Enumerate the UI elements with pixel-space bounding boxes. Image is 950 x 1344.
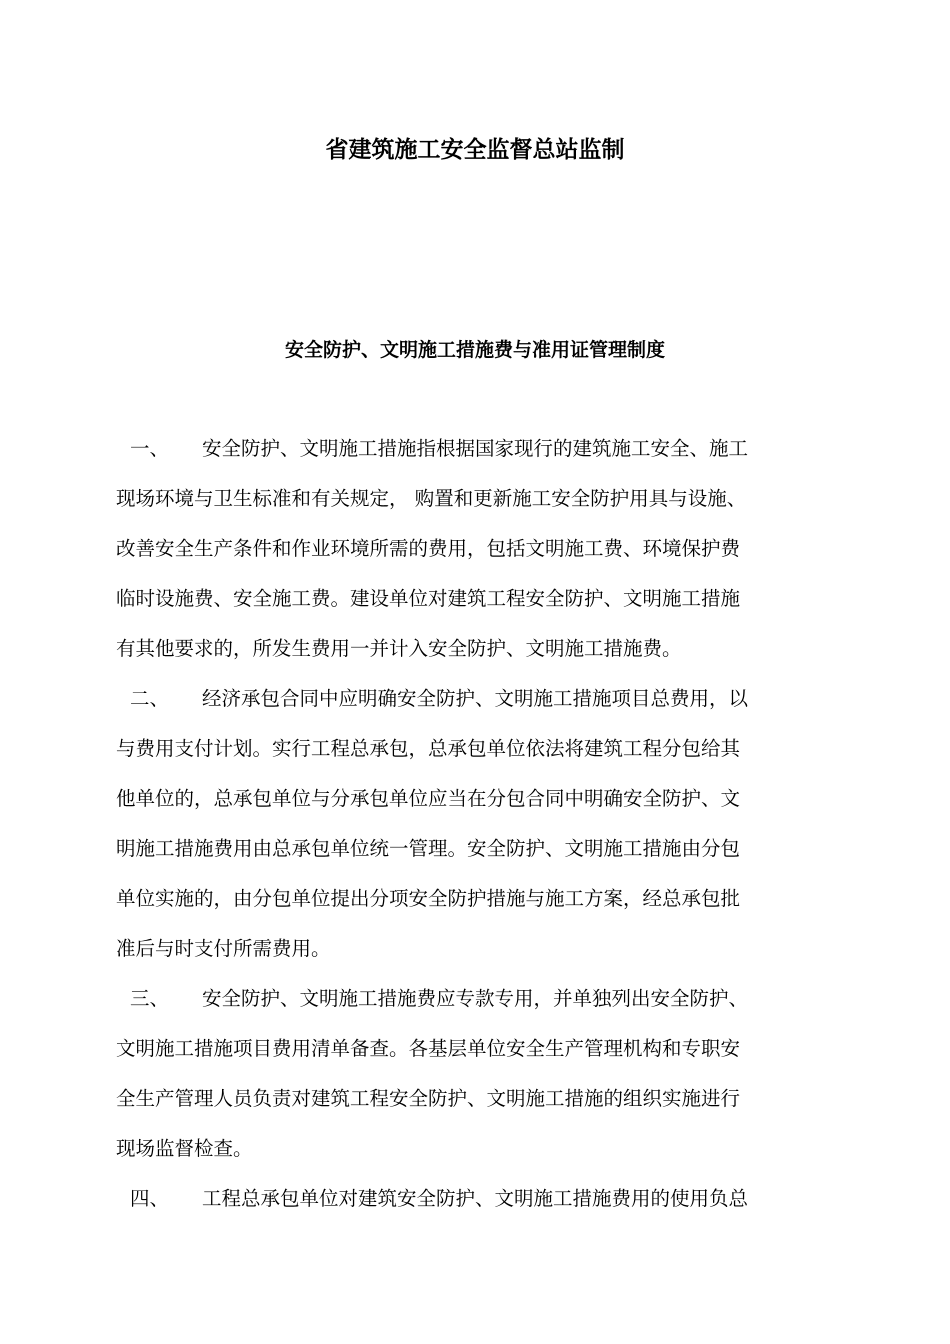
section-line: 临时设施费、安全施工费。建设单位对建筑工程安全防护、文明施工措施 bbox=[116, 587, 741, 610]
section-line: 改善安全生产条件和作业环境所需的费用，包括文明施工费、环境保护费 bbox=[116, 537, 741, 560]
section-text: 安全防护、文明施工措施指根据国家现行的建筑施工安全、施工 bbox=[202, 437, 749, 460]
section-line bbox=[116, 981, 841, 1031]
section-line: 文明施工措施项目费用清单备查。各基层单位安全生产管理机构和专职安 bbox=[116, 1037, 741, 1060]
section-line: 现场环境与卫生标准和有关规定， 购置和更新施工安全防护用具与设施、 bbox=[116, 487, 747, 510]
section-line bbox=[116, 1181, 841, 1231]
section-line: 全生产管理人员负责对建筑工程安全防护、文明施工措施的组织实施进行 bbox=[116, 1087, 741, 1110]
section-number: 二、 bbox=[130, 687, 170, 710]
section-line: 与费用支付计划。实行工程总承包，总承包单位依法将建筑工程分包给其 bbox=[116, 737, 741, 760]
document-body bbox=[116, 431, 841, 1231]
section-line: 明施工措施费用由总承包单位统一管理。安全防护、文明施工措施由分包 bbox=[116, 837, 741, 860]
header-title: 省建筑施工安全监督总站监制 bbox=[325, 137, 625, 163]
section-3 bbox=[116, 981, 841, 1181]
section-2 bbox=[116, 681, 841, 981]
section-line: 单位实施的，由分包单位提出分项安全防护措施与施工方案，经总承包批 bbox=[116, 887, 741, 910]
section-number: 三、 bbox=[130, 987, 170, 1010]
section-text: 经济承包合同中应明确安全防护、文明施工措施项目总费用，以 bbox=[202, 687, 749, 710]
document-title: 安全防护、文明施工措施费与准用证管理制度 bbox=[284, 339, 665, 361]
section-line bbox=[116, 681, 841, 731]
section-number: 四、 bbox=[130, 1187, 170, 1210]
section-4 bbox=[116, 1181, 841, 1231]
section-line: 有其他要求的，所发生费用一并计入安全防护、文明施工措施费。 bbox=[116, 637, 682, 660]
section-line: 现场监督检查。 bbox=[116, 1137, 253, 1160]
section-line: 准后与时支付所需费用。 bbox=[116, 937, 331, 960]
section-text: 工程总承包单位对建筑安全防护、文明施工措施费用的使用负总 bbox=[202, 1187, 749, 1210]
section-line bbox=[116, 431, 841, 481]
section-number: 一、 bbox=[130, 437, 170, 460]
section-line: 他单位的，总承包单位与分承包单位应当在分包合同中明确安全防护、文 bbox=[116, 787, 741, 810]
section-text: 安全防护、文明施工措施费应专款专用，并单独列出安全防护、 bbox=[202, 987, 749, 1010]
section-1 bbox=[116, 431, 841, 681]
